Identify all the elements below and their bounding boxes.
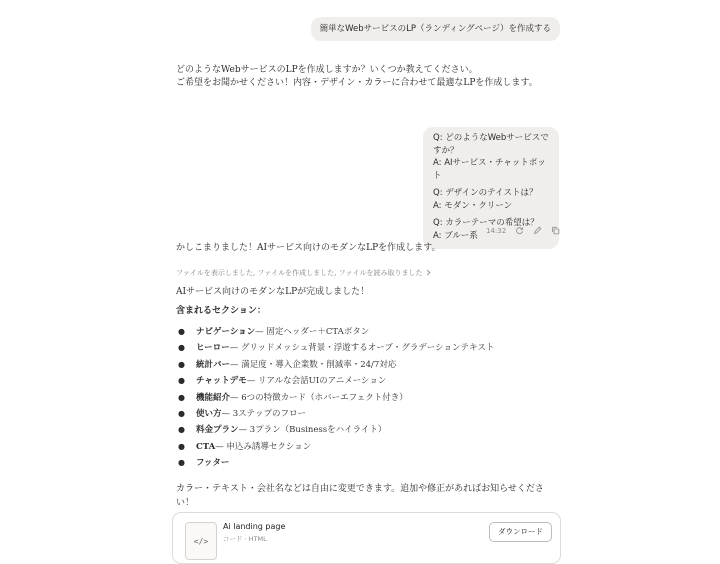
sections-heading: 含まれるセクション： bbox=[176, 306, 266, 316]
section-desc: — 3ステップのフロー bbox=[221, 408, 306, 419]
question-text: Q: デザインのテイストは？ bbox=[433, 188, 538, 198]
retry-icon[interactable] bbox=[515, 226, 524, 235]
assistant-closing-line: い！ bbox=[176, 498, 195, 508]
list-item: ● ナビゲーション — 固定ヘッダー＋CTAボタン bbox=[176, 324, 494, 340]
list-item: ● 料金プラン — 3プラン（Businessをハイライト） bbox=[176, 422, 494, 438]
copy-icon[interactable] bbox=[551, 226, 560, 235]
section-desc: — 3プラン（Businessをハイライト） bbox=[238, 425, 387, 436]
list-item: ● 機能紹介 — 6つの特徴カード（ホバーエフェクト付き） bbox=[176, 390, 494, 406]
section-name: 機能紹介 bbox=[196, 392, 231, 403]
assistant-ack-text: かしこまりました！AIサービス向けのモダンなLPを作成します。 bbox=[176, 243, 441, 253]
list-item: ● フッター bbox=[176, 455, 494, 471]
artifact-card[interactable] bbox=[172, 512, 561, 564]
section-name: フッター bbox=[196, 458, 230, 469]
section-desc: — 6つの特徴カード（ホバーエフェクト付き） bbox=[230, 392, 408, 403]
assistant-closing-line: カラー・テキスト・会社名などは自由に変更できます。追加や修正があればお知らせくださ bbox=[176, 484, 544, 494]
section-name: 使い方 bbox=[196, 408, 222, 419]
artifact-meta: コード · HTML bbox=[223, 535, 267, 543]
assistant-done-text: AIサービス向けのモダンなLPが完成しました！ bbox=[176, 287, 370, 297]
list-item: ● CTA — 申込み誘導セクション bbox=[176, 439, 494, 455]
tool-summary-text: ファイルを表示しました, ファイルを作成しました, ファイルを読み取りました bbox=[176, 269, 423, 277]
section-desc: — 満足度・導入企業数・削減率・24/7対応 bbox=[230, 359, 397, 370]
list-item: ● ヒーロー — グリッドメッシュ背景・浮遊するオーブ・グラデーションテキスト bbox=[176, 340, 494, 356]
list-item: ● チャットデモ — リアルな会話UIのアニメーション bbox=[176, 373, 494, 389]
edit-icon[interactable] bbox=[533, 226, 542, 235]
section-desc: — 固定ヘッダー＋CTAボタン bbox=[255, 327, 370, 337]
section-desc: — 申込み誘導セクション bbox=[215, 441, 312, 452]
answer-text: A: ブルー系 bbox=[433, 230, 478, 241]
message-timestamp: 14:32 bbox=[486, 226, 507, 235]
download-button[interactable]: ダウンロード bbox=[489, 522, 552, 542]
section-name: 料金プラン bbox=[196, 425, 239, 436]
list-item: ● 使い方 — 3ステップのフロー bbox=[176, 406, 494, 422]
question-text: Q: どのようなWebサービスですか？ bbox=[433, 133, 549, 156]
section-name: 統計バー bbox=[196, 359, 231, 370]
answer-text: A: AIサービス・チャットボット bbox=[433, 158, 546, 181]
message-actions bbox=[486, 226, 560, 235]
answer-text: A: モダン・クリーン bbox=[433, 200, 513, 211]
section-name: CTA bbox=[196, 441, 216, 452]
assistant-question-line: ご希望をお聞かせください！内容・デザイン・カラーに合わせて最適なLPを作成します。 bbox=[176, 78, 538, 88]
section-name: ナビゲーション bbox=[196, 327, 256, 337]
section-desc: — グリッドメッシュ背景・浮遊するオーブ・グラデーションテキスト bbox=[229, 343, 495, 354]
assistant-question-line: どのようなWebサービスのLPを作成しますか？いくつか教えてください。 bbox=[176, 65, 478, 75]
tool-usage-summary[interactable] bbox=[176, 268, 432, 278]
section-name: チャットデモ bbox=[196, 376, 247, 387]
qa-pair bbox=[433, 187, 549, 212]
user-message-bubble bbox=[311, 17, 560, 41]
user-message-text: 簡単なWebサービスのLP（ランディングページ）を作成する bbox=[319, 24, 551, 34]
qa-pair bbox=[433, 132, 549, 182]
artifact-title: Ai landing page bbox=[223, 522, 286, 531]
section-desc: — リアルな会話UIのアニメーション bbox=[246, 376, 387, 387]
question-text: Q: カラーテーマの希望は？ bbox=[433, 218, 539, 228]
code-file-icon: </> bbox=[185, 522, 217, 560]
section-name: ヒーロー bbox=[196, 343, 230, 354]
sections-list bbox=[176, 324, 494, 472]
chevron-right-icon bbox=[425, 269, 432, 278]
list-item: ● 統計バー — 満足度・導入企業数・削減率・24/7対応 bbox=[176, 357, 494, 373]
